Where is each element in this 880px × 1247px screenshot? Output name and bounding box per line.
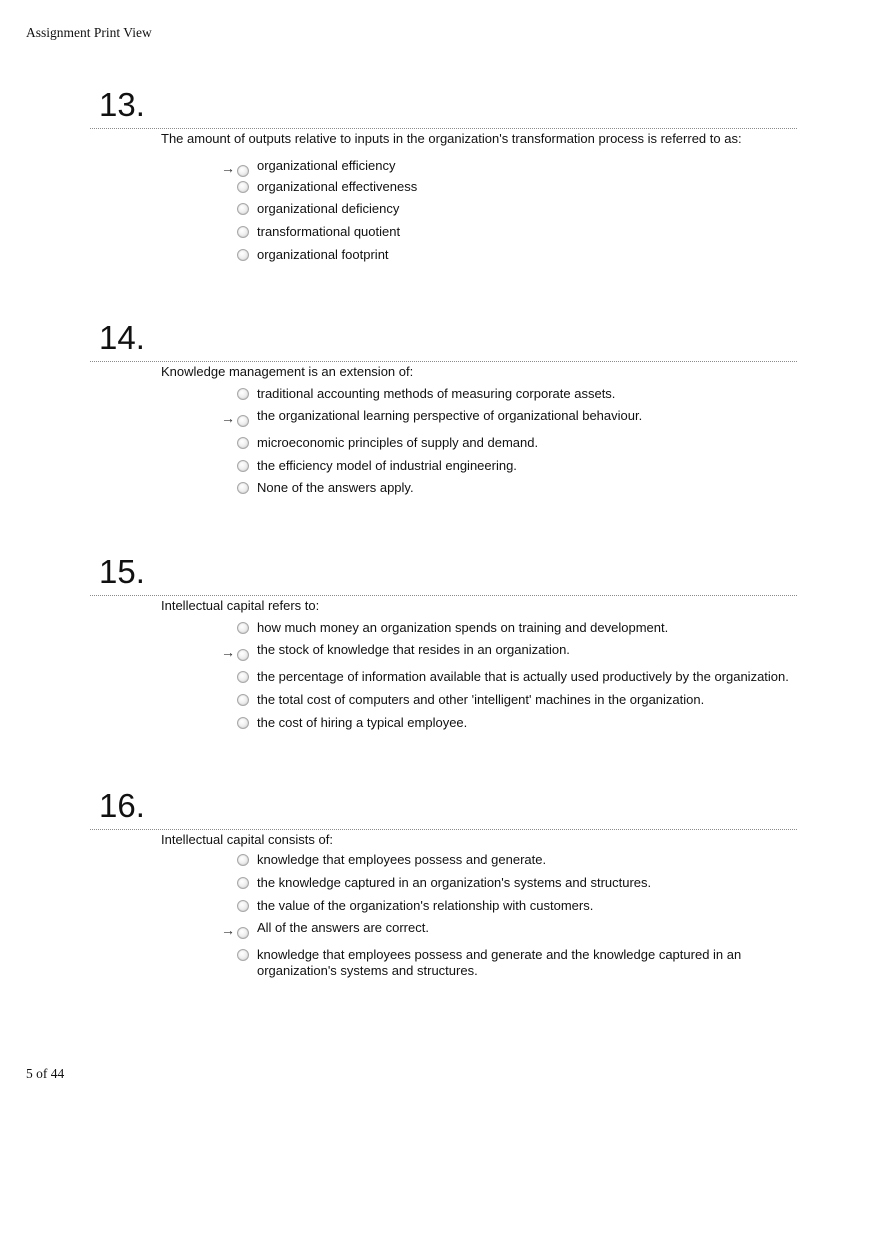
page-header: Assignment Print View [26, 25, 152, 40]
answer-label: None of the answers apply. [257, 480, 414, 495]
radio-button-icon[interactable] [237, 165, 249, 177]
radio-button-icon[interactable] [237, 877, 249, 889]
answer-label: microeconomic principles of supply and demand. [257, 435, 539, 450]
answer-label: the percentage of information available that is actually used productively by the organization. [257, 669, 789, 684]
answer-label: the value of the organization's relationship with customers. [257, 898, 594, 913]
answer-label: All of the answers are correct. [257, 920, 429, 935]
radio-button-icon[interactable] [237, 203, 249, 215]
radio-button-icon[interactable] [237, 249, 249, 261]
radio-button-icon[interactable] [237, 460, 249, 472]
correct-answer-arrow-icon: → [221, 922, 235, 938]
radio-button-icon[interactable] [237, 622, 249, 634]
answer-label: how much money an organization spends on training and development. [257, 620, 669, 635]
radio-button-icon[interactable] [237, 900, 249, 912]
answer-label: the knowledge captured in an organization's systems and structures. [257, 875, 652, 890]
answer-label: the cost of hiring a typical employee. [257, 715, 468, 730]
radio-button-icon[interactable] [237, 181, 249, 193]
divider [90, 829, 797, 830]
question-number: 16. [99, 787, 145, 824]
divider [90, 595, 797, 596]
question-number: 14. [99, 319, 145, 356]
answer-label: the stock of knowledge that resides in an organization. [257, 642, 570, 657]
radio-button-icon[interactable] [237, 854, 249, 866]
radio-button-icon[interactable] [237, 694, 249, 706]
correct-answer-arrow-icon: → [221, 160, 235, 176]
divider [90, 128, 797, 129]
answer-label: organizational effectiveness [257, 179, 418, 194]
radio-button-icon[interactable] [237, 927, 249, 939]
question-text: Knowledge management is an extension of: [161, 364, 414, 379]
answer-label: the efficiency model of industrial engineering. [257, 458, 517, 473]
radio-button-icon[interactable] [237, 388, 249, 400]
answer-label: traditional accounting methods of measuring corporate assets. [257, 386, 616, 401]
answer-label: the organizational learning perspective of organizational behaviour. [257, 408, 643, 423]
question-text: Intellectual capital refers to: [161, 598, 320, 613]
answer-label: organizational deficiency [257, 201, 400, 216]
radio-button-icon[interactable] [237, 415, 249, 427]
answer-label: organizational efficiency [257, 158, 396, 173]
radio-button-icon[interactable] [237, 949, 249, 961]
radio-button-icon[interactable] [237, 226, 249, 238]
correct-answer-arrow-icon: → [221, 644, 235, 660]
answer-label: the total cost of computers and other 'intelligent' machines in the organization. [257, 692, 705, 707]
question-number: 13. [99, 86, 145, 123]
divider [90, 361, 797, 362]
answer-label: knowledge that employees possess and generate and the knowledge captured in an organization's systems and structures. [257, 947, 742, 978]
answer-label: transformational quotient [257, 224, 401, 239]
question-number: 15. [99, 553, 145, 590]
radio-button-icon[interactable] [237, 482, 249, 494]
radio-button-icon[interactable] [237, 671, 249, 683]
page-counter: 5 of 44 [26, 1066, 65, 1081]
question-text: The amount of outputs relative to inputs in the organization's transformation process is referred to as: [161, 131, 742, 146]
question-text: Intellectual capital consists of: [161, 832, 333, 847]
radio-button-icon[interactable] [237, 649, 249, 661]
correct-answer-arrow-icon: → [221, 410, 235, 426]
answer-label: knowledge that employees possess and generate. [257, 852, 547, 867]
radio-button-icon[interactable] [237, 717, 249, 729]
radio-button-icon[interactable] [237, 437, 249, 449]
answer-label: organizational footprint [257, 247, 389, 262]
